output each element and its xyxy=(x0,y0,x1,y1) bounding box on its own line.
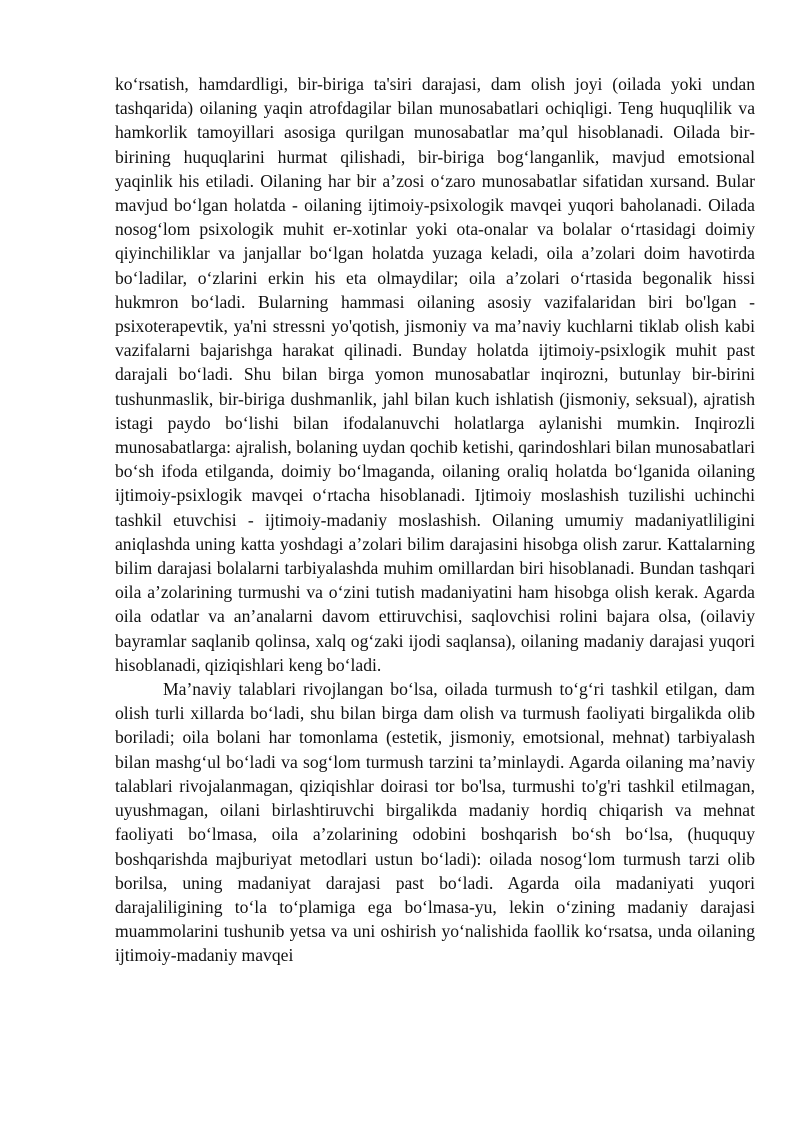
document-page xyxy=(115,72,755,968)
paragraph-continuation: ko‘rsatish, hamdardligi, bir-biriga ta'siri darajasi, dam olish joyi (oilada yoki undan tashqarida) oilaning yaqin atrofdagilar bilan munosabatlari ochiqligi. Teng huquqlilik va hamkorlik tamoyillari asosiga qurilgan munosabatlar ma’qul hisoblanadi. Oilada bir-birining huquqlarini hurmat qilishadi, bir-biriga bog‘langanlik, mavjud emotsional yaqinlik his etiladi. Oilaning har bir a’zosi o‘zaro munosabatlar sifatidan xursand. Bular mavjud bo‘lgan holatda - oilaning ijtimoiy-psixologik mavqei yuqori baholanadi. Oilada nosog‘lom psixologik muhit er-xotinlar yoki ota-onalar va bolalar o‘rtasidagi doimiy qiyinchiliklar va janjallar bo‘lgan holatda yuzaga keladi, oila a’zolari doim havotirda bo‘ladilar, o‘zlarini erkin his eta olmaydilar; oila a’zolari o‘rtasida begonalik hissi hukmron bo‘ladi. Bularning hammasi oilaning asosiy vazifalaridan biri bo'lgan - psixoterapevtik, ya'ni stressni yo'qotish, jismoniy va ma’naviy kuchlarni tiklab olish kabi vazifalarni bajarishga harakat qilinadi. Bunday holatda ijtimoiy-psixlogik muhit past darajali bo‘ladi. Shu bilan birga yomon munosabatlar inqirozni, butunlay bir-birini tushunmaslik, bir-biriga dushmanlik, jahl bilan kuch ishlatish (jismoniy, seksual), ajratish istagi paydo bo‘lishi bilan ifodalanuvchi holatlarga aylanishi mumkin. Inqirozli munosabatlarga: ajralish, bolaning uydan qochib ketishi, qarindoshlari bilan munosabatlari bo‘sh ifoda etilganda, doimiy bo‘lmaganda, oilaning oraliq holatda bo‘lganida oilaning ijtimoiy-psixlogik mavqei o‘rtacha hisoblanadi. Ijtimoiy moslashish tuzilishi uchinchi tashkil etuvchisi - ijtimoiy-madaniy moslashish. Oilaning umumiy madaniyatliligini aniqlashda uning katta yoshdagi a’zolari bilim darajasini hisobga olish zarur. Kattalarning bilim darajasi bolalarni tarbiyalashda muhim omillardan biri hisoblanadi. Bundan tashqari oila a’zolarining turmushi va o‘zini tutish madaniyatini ham hisobga olish kerak. Agarda oila odatlar va an’analarni davom ettiruvchisi, saqlovchisi rolini bajara olsa, (oilaviy bayramlar saqlanib qolinsa, xalq og‘zaki ijodi saqlansa), oilaning madaniy darajasi yuqori hisoblanadi, qiziqishlari keng bo‘ladi. xyxy=(115,74,755,675)
paragraph-spiritual-needs: Ma’naviy talablari rivojlangan bo‘lsa, oilada turmush to‘g‘ri tashkil etilgan, dam olish turli xillarda bo‘ladi, shu bilan birga dam olish va turmush faoliyati birgalikda olib boriladi; oila bolani har tomonlama (estetik, jismoniy, emotsional, mehnat) tarbiyalash bilan mashg‘ul bo‘ladi va sog‘lom turmush tarzini ta’minlaydi. Agarda oilaning ma’naviy talablari rivojalanmagan, qiziqishlar doirasi tor bo'lsa, turmushi to'g'ri tashkil etilmagan, uyushmagan, oilani birlashtiruvchi birgalikda madaniy hordiq chiqarish va mehnat faoliyati bo‘lmasa, oila a’zolarining odobini boshqarish bo‘sh bo‘lsa, (huququy boshqarishda majburiyat metodlari ustun bo‘ladi): oilada nosog‘lom turmush tarzi olib borilsa, uning madaniyat darajasi past bo‘ladi. Agarda oila madaniyati yuqori darajaliligining to‘la to‘plamiga ega bo‘lmasa-yu, lekin o‘zining madaniy darajasi muammolarini tushunib yetsa va uni oshirish yo‘nalishida faollik ko‘rsatsa, unda oilaning ijtimoiy-madaniy mavqei xyxy=(115,679,755,966)
